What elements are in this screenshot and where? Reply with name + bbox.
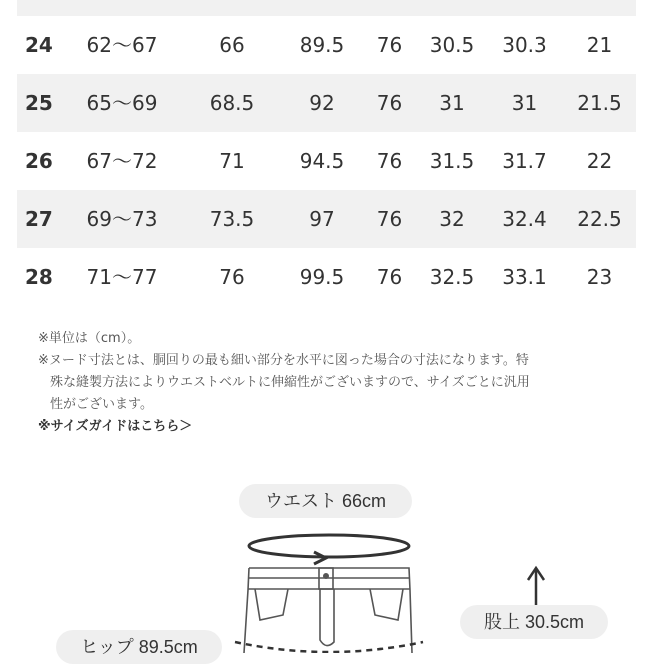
thigh-cell: 32.4 (502, 207, 547, 231)
waist-measure-loop (249, 535, 409, 557)
thigh-cell: 30.3 (502, 33, 547, 57)
thigh-cell: 31.7 (502, 149, 547, 173)
rise-label: 股上 30.5cm (460, 605, 608, 639)
inseam-cell: 76 (376, 149, 403, 173)
thigh-cell: 33.1 (502, 265, 547, 289)
hem-cell: 21 (586, 33, 613, 57)
size-cell: 25 (25, 91, 53, 115)
nude-waist-cell: 65〜69 (86, 91, 158, 115)
unit-note: ※単位は（cm）。 (38, 331, 141, 346)
waist-cell: 66 (219, 33, 245, 57)
rise-cell: 30.5 (429, 33, 475, 57)
waist-cell: 76 (219, 265, 245, 289)
table-row (17, 16, 636, 74)
waist-cell: 68.5 (209, 91, 255, 115)
nude-size-note-line: ※ヌード寸法とは、胴回りの最も細い部分を水平に図った場合の寸法になります。特 (38, 353, 529, 368)
nude-waist-cell: 67〜72 (86, 149, 158, 173)
size-cell: 27 (25, 207, 53, 231)
rise-cell: 32.5 (429, 265, 475, 289)
hem-cell: 22.5 (577, 207, 622, 231)
nude-waist-cell: 69〜73 (86, 207, 158, 231)
rise-cell: 31.5 (429, 149, 475, 173)
waist-cell: 71 (219, 149, 245, 173)
nude-waist-cell: 71〜77 (86, 265, 158, 289)
hip-cell: 89.5 (299, 33, 345, 57)
hip-measure-line (235, 642, 423, 652)
measurement-diagram (0, 470, 653, 657)
nude-waist-cell: 62〜67 (86, 33, 158, 57)
table-row (17, 132, 636, 190)
table-row (17, 190, 636, 248)
hip-label: ヒップ 89.5cm (56, 630, 222, 664)
hem-cell: 23 (586, 265, 613, 289)
nude-size-note-line: 殊な縫製方法によりウエストベルトに伸縮性がございますので、サイズごとに汎用 (50, 375, 530, 390)
size-cell: 24 (25, 33, 53, 57)
hem-cell: 21.5 (577, 91, 622, 115)
thigh-cell: 31 (511, 91, 538, 115)
size-cell: 28 (25, 265, 53, 289)
inseam-cell: 76 (376, 207, 403, 231)
inseam-cell: 76 (376, 265, 403, 289)
size-table (17, 0, 636, 306)
waist-label: ウエスト 66cm (239, 484, 412, 518)
hip-cell: 92 (309, 91, 335, 115)
table-row (17, 248, 636, 306)
rise-cell: 32 (439, 207, 465, 231)
hip-cell: 94.5 (299, 149, 345, 173)
size-notes (38, 328, 638, 438)
hip-cell: 99.5 (299, 265, 345, 289)
table-header-strip (17, 0, 636, 16)
nude-size-note-line: 性がございます。 (50, 397, 153, 412)
rise-cell: 31 (439, 91, 465, 115)
waist-cell: 73.5 (209, 207, 255, 231)
size-cell: 26 (25, 149, 53, 173)
inseam-cell: 76 (376, 33, 403, 57)
hem-cell: 22 (586, 149, 613, 173)
pants-outline (244, 568, 412, 653)
hip-cell: 97 (309, 207, 335, 231)
size-guide-link[interactable]: ※サイズガイドはこちら＞ (38, 419, 193, 434)
table-row (17, 74, 636, 132)
inseam-cell: 76 (376, 91, 403, 115)
